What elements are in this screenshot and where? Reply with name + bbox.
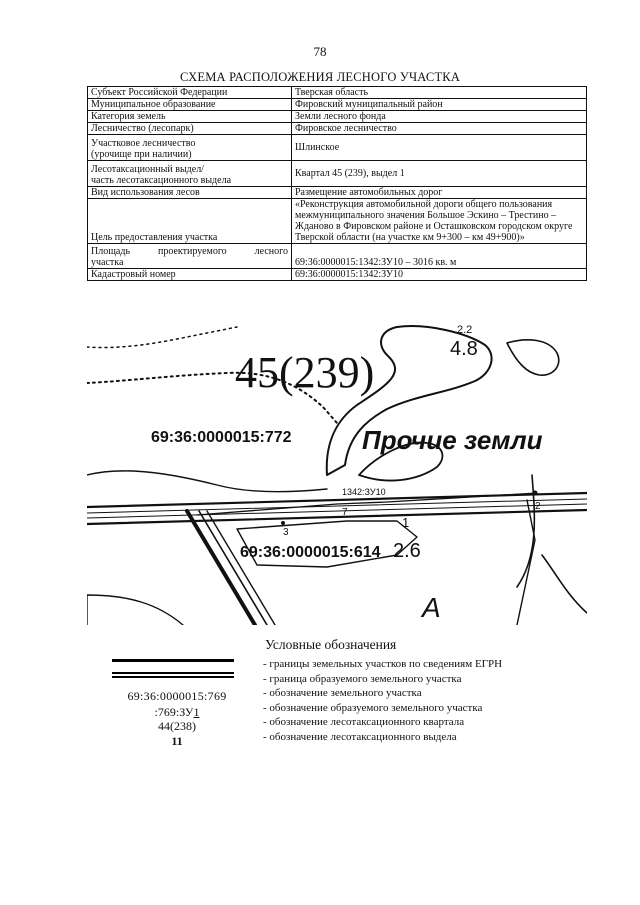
- legend-item-parcel: - обозначение земельного участка: [263, 687, 422, 700]
- legend-symbol-egrn-line: [112, 659, 234, 662]
- east-boundary: [517, 500, 535, 625]
- allotment-label-line1: Лесотаксационный выдел/: [91, 164, 204, 175]
- area-label-word3: лесного: [254, 246, 288, 257]
- map-road-text: 1342:ЗУ10: [342, 487, 386, 497]
- map-south-letter: А: [422, 592, 441, 623]
- info-table: [87, 86, 587, 281]
- legend-item-new-parcel: - обозначение образуемого земельного участка: [263, 701, 483, 714]
- purpose-label: Цель предоставления участка: [88, 199, 292, 244]
- legend-item-egrn: - границы земельных участков по сведениям ЕГРН: [263, 658, 503, 670]
- area-value: 69:36:0000015:1342:ЗУ10 – 3016 кв. м: [292, 244, 587, 269]
- table-row: [88, 123, 587, 135]
- legend-symbol-new-boundary-line: [112, 672, 234, 678]
- land-contour-southwest: [87, 595, 183, 625]
- vertex-mark-2: [533, 491, 538, 496]
- use-value: Размещение автомобильных дорог: [292, 187, 587, 199]
- category-label: Категория земель: [88, 111, 292, 123]
- legend-item-allotment: - обозначение лесотаксационного выдела: [263, 730, 457, 743]
- table-row: [88, 244, 587, 269]
- page-number: 78: [313, 44, 327, 59]
- district-label-line2: (урочище при наличии): [91, 149, 192, 160]
- category-value: Земли лесного фонда: [292, 111, 587, 123]
- subject-label: Субъект Российской Федерации: [88, 87, 292, 99]
- map-parcel-south: 69:36:0000015:614: [240, 544, 381, 561]
- cadastral-label: Кадастровый номер: [88, 269, 292, 281]
- purpose-value: «Реконструкция автомобильной дороги общего пользования межмуниципального значения Большое Эскино – Трестино – Жданово в Фировском районе и Осташковском городском округе Тверской области (на участке км 9+300 – км 49+900)»: [292, 199, 587, 244]
- map-quarter-label: 45(239): [235, 348, 375, 397]
- table-row: [88, 161, 587, 187]
- district-label-line1: Участковое лесничество: [91, 138, 196, 149]
- municipal-value: Фировский муниципальный район: [292, 99, 587, 111]
- area-label-line1: [91, 246, 288, 257]
- legend-symbol-new-parcel: [112, 705, 242, 720]
- map-top-right-fragment: 2.2: [457, 325, 473, 336]
- quarter-boundary-dotted-north: [87, 327, 237, 348]
- legend-symbol-quarter: 44(238): [158, 719, 196, 733]
- cadastral-value: 69:36:0000015:1342:ЗУ10: [292, 269, 587, 281]
- forestry-label: Лесничество (лесопарк): [88, 123, 292, 135]
- legend-item-new-boundary: - граница образуемого земельного участка: [263, 672, 462, 685]
- table-row: [88, 269, 587, 281]
- area-label-word1: Площадь: [91, 246, 130, 257]
- map: [87, 325, 587, 625]
- table-row: [88, 111, 587, 123]
- vertex-mark-3: [281, 521, 285, 525]
- district-value: Шлинское: [292, 135, 587, 161]
- map-top-right-number: 4.8: [450, 338, 478, 360]
- table-row: [88, 187, 587, 199]
- area-label-word2: проектируемого: [157, 246, 227, 257]
- legend-title: Условные обозначения: [265, 637, 397, 652]
- allotment-label-line2: часть лесотаксационного выдела: [91, 175, 232, 186]
- table-row: [88, 199, 587, 244]
- table-row: [88, 99, 587, 111]
- table-row: [88, 87, 587, 99]
- map-other-lands: Прочие земли: [362, 425, 543, 455]
- map-vertex-1: 1: [402, 515, 410, 530]
- legend-symbol-cadastral: 69:36:0000015:769: [127, 689, 227, 703]
- area-label: [88, 244, 292, 269]
- legend-item-quarter: - обозначение лесотаксационного квартала: [263, 716, 465, 729]
- scheme-title: СХЕМА РАСПОЛОЖЕНИЯ ЛЕСНОГО УЧАСТКА: [179, 70, 461, 84]
- table-row: [88, 135, 587, 161]
- land-contour-west: [87, 471, 327, 492]
- legend-symbol-new-parcel-suffix: 1: [193, 705, 200, 719]
- legend-items: [263, 657, 502, 745]
- district-label: [88, 135, 292, 161]
- map-drawing: [87, 325, 587, 625]
- use-label: Вид использования лесов: [88, 187, 292, 199]
- forestry-value: Фировское лесничество: [292, 123, 587, 135]
- map-south-number: 2.6: [393, 540, 421, 562]
- map-parcel-north: 69:36:0000015:772: [151, 429, 292, 446]
- subject-value: Тверская область: [292, 87, 587, 99]
- municipal-label: Муниципальное образование: [88, 99, 292, 111]
- map-vertex-7: 7: [342, 507, 348, 518]
- area-label-line2: участка: [91, 257, 124, 268]
- land-contour-east: [507, 340, 559, 375]
- legend-symbol-allotment: 11: [171, 734, 183, 748]
- allotment-value: Квартал 45 (239), выдел 1: [292, 161, 587, 187]
- map-vertex-3: 3: [283, 527, 289, 538]
- map-vertex-2: 2: [535, 501, 541, 512]
- legend-symbol-new-parcel-prefix: :769:ЗУ: [154, 705, 194, 719]
- allotment-label: [88, 161, 292, 187]
